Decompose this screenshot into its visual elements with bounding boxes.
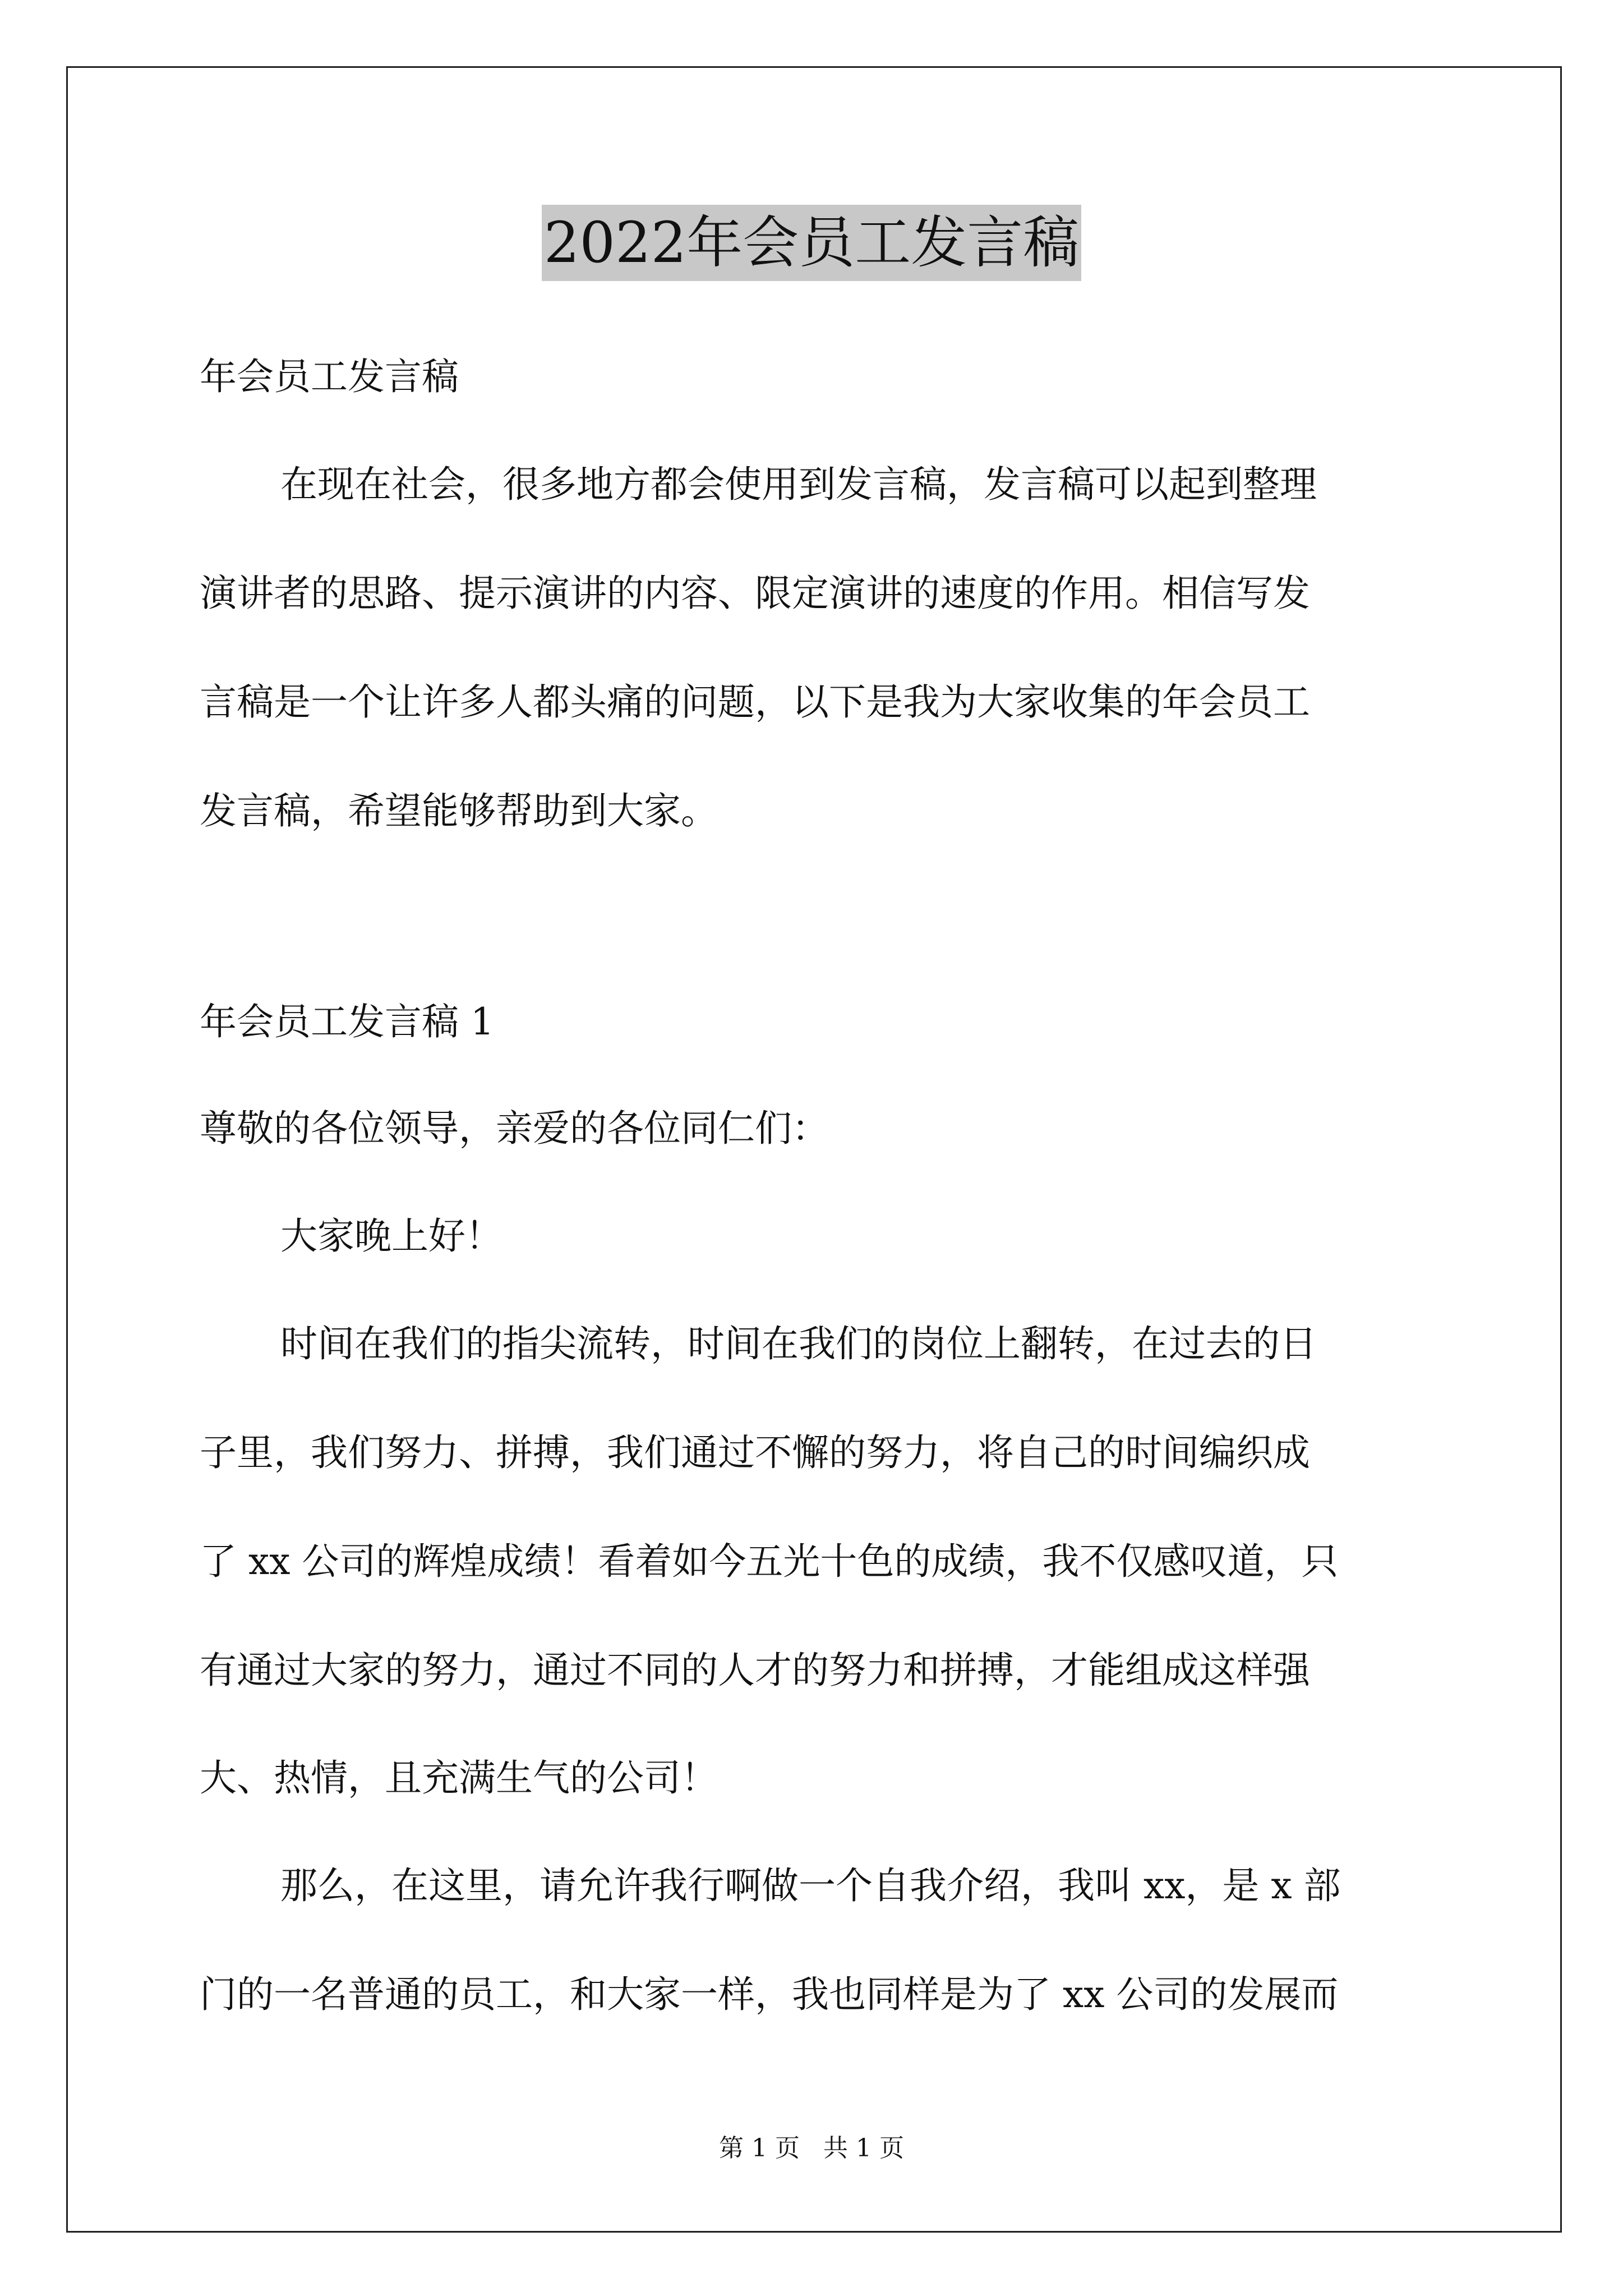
salutation: 尊敬的各位领导，亲爱的各位同仁们： (200, 1107, 829, 1150)
page-footer: 第 1 页 共 1 页 (719, 2134, 904, 2162)
greeting: 大家晚上好！ (280, 1214, 502, 1258)
title-container (0, 205, 1623, 281)
section-heading: 年会员工发言稿 1 (200, 1000, 494, 1043)
para2-line-2: 门的一名普通的员工，和大家一样，我也同样是为了 xx 公司的发展而 (200, 1973, 1339, 2016)
intro-line-1: 在现在社会，很多地方都会使用到发言稿，发言稿可以起到整理 (280, 463, 1317, 506)
intro-line-2: 演讲者的思路、提示演讲的内容、限定演讲的速度的作用。相信写发 (200, 572, 1310, 615)
intro-line-3: 言稿是一个让许多人都头痛的问题，以下是我为大家收集的年会员工 (200, 680, 1310, 724)
document-title: 2022年会员工发言稿 (542, 205, 1082, 281)
subtitle: 年会员工发言稿 (200, 355, 459, 398)
para1-line-2: 子里，我们努力、拼搏，我们通过不懈的努力，将自己的时间编织成 (200, 1431, 1310, 1474)
para1-line-5: 大、热情，且充满生气的公司！ (200, 1756, 718, 1800)
para1-line-1: 时间在我们的指尖流转，时间在我们的岗位上翻转，在过去的日 (280, 1322, 1317, 1365)
intro-line-4: 发言稿，希望能够帮助到大家。 (200, 789, 718, 832)
para2-line-1: 那么，在这里，请允许我行啊做一个自我介绍，我叫 xx，是 x 部 (280, 1864, 1341, 1907)
para1-line-3: 了 xx 公司的辉煌成绩！看着如今五光十色的成绩，我不仅感叹道，只 (200, 1540, 1339, 1583)
para1-line-4: 有通过大家的努力，通过不同的人才的努力和拼搏，才能组成这样强 (200, 1649, 1310, 1692)
